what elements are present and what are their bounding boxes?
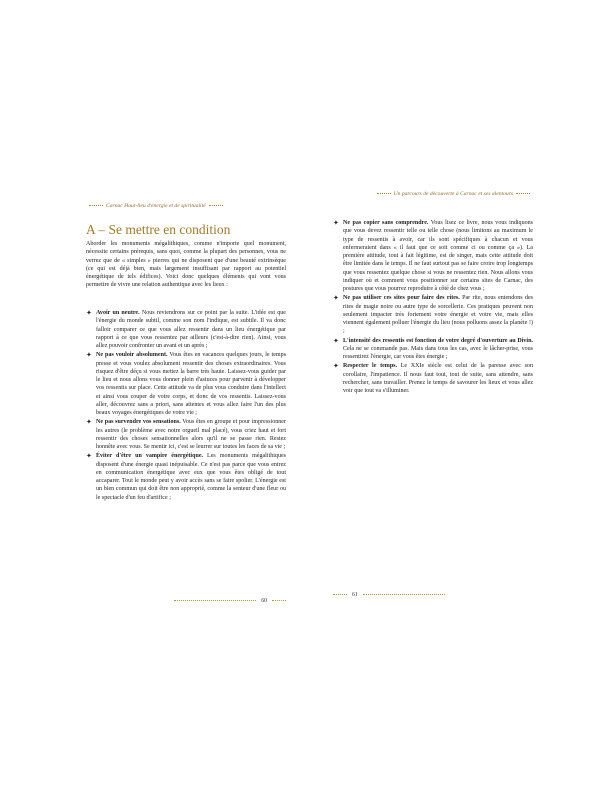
cross-star-icon: ✦ bbox=[333, 219, 339, 227]
bullet-item bbox=[333, 294, 533, 335]
bullet-lead: L'intensité des ressentis est fonction de votre degré d'ouverture au Divin. bbox=[343, 337, 533, 344]
bullet-text: Les monuments mégalithiques disposent d'une énergie quasi inépuisable. Ce n'est pas parce que vous entrez en communication énergétique avec eux que vous êtes obligé de tout accaparer. Tout le monde peut y avoir accès sans se faire spolier. L'énergie est un bien commun qui doit être non approprié, comme la senteur d'une fleur ou le spectacle d'un feu d'artifice ; bbox=[96, 453, 287, 501]
intro-paragraph: Aborder les monuments mégalithiques, comme n'importe quel monument, nécessite certains prérequis, sans quoi, comme la plupart des personnes, vous ne verrez que de « simples » pierres qui ne disposent que d'une beauté extrinsèque (ce qui est déjà bien, mais largement insuffisant par rapport au potentiel énergétique de tels édifices). Voici donc quelques éléments qui vont vous permettre de vivre une relation authentique avec les lieux : bbox=[86, 241, 286, 289]
bullet-lead: Respecter le temps. bbox=[343, 363, 398, 370]
section-title: A – Se mettre en condition bbox=[86, 222, 231, 237]
left-bullet-list bbox=[86, 309, 286, 503]
right-header-text: Un parcours de découverte à Carnac et ses alentours bbox=[393, 191, 513, 197]
right-bullet-list bbox=[333, 219, 533, 396]
bullet-text: Vous lisez ce livre, nous vous indiquons que vous devez ressentir telle ou telle chose (nous limitons au maximum le type de ressentis à avoir, car ils sont spécifiques à chacun et vous enfermeraient dans « il faut que ce soit comme ci ou comme ça »). La première attitude, tout à fait légitime, est de singer, mais cette attitude doit être limitée dans le temps. Il ne faut surtout pas se faire croire trop longtemps que vous ressentez quelque chose si vous ne ressentez rien. Nous allons vous indiquer où et comment vous positionner sur certains sites de Carnac, des postures que vous pourrez reproduire à côté de chez vous ; bbox=[343, 220, 533, 292]
bullet-item bbox=[333, 362, 533, 395]
bullet-text: Par rite, nous entendons des rites de magie noire ou autre type de sorcellerie. Ces pratiques peuvent non seulement impacter très fortement votre énergie et votre vie, mais elles viennent également polluer l'énergie du lieu (nous polluons assez la planète !) ; bbox=[343, 295, 533, 335]
cross-star-icon: ✦ bbox=[86, 351, 92, 360]
bullet-lead: Éviter d'être un vampire énergétique. bbox=[96, 453, 204, 460]
bullet-item bbox=[333, 219, 533, 293]
bullet-item bbox=[86, 452, 286, 502]
cross-star-icon: ✦ bbox=[86, 418, 92, 427]
bullet-lead: Ne pas vouloir absolument. bbox=[96, 352, 168, 359]
cross-star-icon: ✦ bbox=[333, 336, 339, 345]
bullet-text: Vous êtes en groupe et pour impressionner les autres (le problème avec notre orgueil mal placé), vous criez haut et fort ressentir des choses sensationnelles alors qu'il ne se passe rien. Restez honnête avec vous. Se mentir ici, c'est se leurrer sur toutes les faces de sa vie ; bbox=[96, 419, 286, 450]
right-page-footer bbox=[333, 592, 533, 602]
bullet-lead: Ne pas utiliser ces sites pour faire des rites. bbox=[343, 295, 460, 302]
cross-star-icon: ✦ bbox=[86, 452, 92, 461]
bullet-item bbox=[86, 418, 286, 451]
left-header-text: Carnac Haut-lieu d'énergie et de spiritualité bbox=[106, 203, 206, 209]
bullet-lead: Ne pas survendre vos sensations. bbox=[96, 419, 181, 426]
left-page-footer bbox=[86, 598, 286, 608]
left-page bbox=[86, 203, 286, 603]
cross-star-icon: ✦ bbox=[333, 294, 339, 303]
header-dots bbox=[377, 193, 391, 194]
bullet-text: Le XXIe siècle est celui de la paresse avec son corollaire, l'impatience. Il nous faut tout, tout de suite, sans attendre, sans rechercher, sans travailler. Prenez le temps de savourer les lieux et vous allez voir que tout va s'illuminer. bbox=[343, 363, 533, 394]
footer-rule bbox=[174, 600, 256, 601]
cross-star-icon: ✦ bbox=[333, 362, 339, 371]
footer-rule bbox=[272, 600, 286, 601]
page-number: 60 bbox=[261, 598, 267, 604]
footer-rule bbox=[333, 594, 347, 595]
right-running-header bbox=[333, 191, 533, 201]
cross-star-icon: ✦ bbox=[86, 309, 92, 317]
bullet-item bbox=[333, 337, 533, 362]
bullet-lead: Ne pas copier sans comprendre. bbox=[343, 220, 429, 226]
right-page bbox=[333, 191, 533, 603]
bullet-item bbox=[86, 309, 286, 350]
header-dots bbox=[209, 205, 223, 206]
bullet-item bbox=[86, 351, 286, 417]
page-number: 61 bbox=[352, 592, 358, 598]
header-dots bbox=[89, 205, 103, 206]
bullet-text: Vous êtes en vacances quelques jours, le temps presse et vous voulez absolument ressentir des choses extraordinaires. Vous risquez d'être déçu si vous mettez la barre très haute. Laissez-vous guider par le lieu et nous allons vous donner plein d'astuces pour parvenir à développer vos ressentis sur place. Cette attitude va de plus vous conduire dans l'intellect et ainsi vous couper de votre corps, et donc de vos ressentis. Laissez-vous aller, découvrez sans a priori, sans attentes et vous allez faire l'un des plus beaux voyages énergétiques de votre vie ; bbox=[96, 352, 287, 416]
header-dots bbox=[516, 193, 530, 194]
footer-rule bbox=[363, 594, 445, 595]
bullet-lead: Avoir un neutre. bbox=[96, 310, 140, 316]
bullet-text: Cela ne se commande pas. Mais dans tous les cas, avec le lâcher-prise, vous ressentirez l'énergie, car vous êtes énergie ; bbox=[343, 345, 533, 360]
bullet-text: Nous reviendrons sur ce point par la suite. L'idée est que l'énergie du monde subtil, comme son nom l'indique, est subtile. Il va donc falloir comparer ce que vous allez ressentir dans un lieu énergétique par rapport à ce que vous ressentez par ailleurs (c'est-à-dire rien). Ainsi, vous allez pouvoir confronter un avant et un après ; bbox=[96, 310, 286, 349]
left-running-header bbox=[86, 203, 286, 213]
